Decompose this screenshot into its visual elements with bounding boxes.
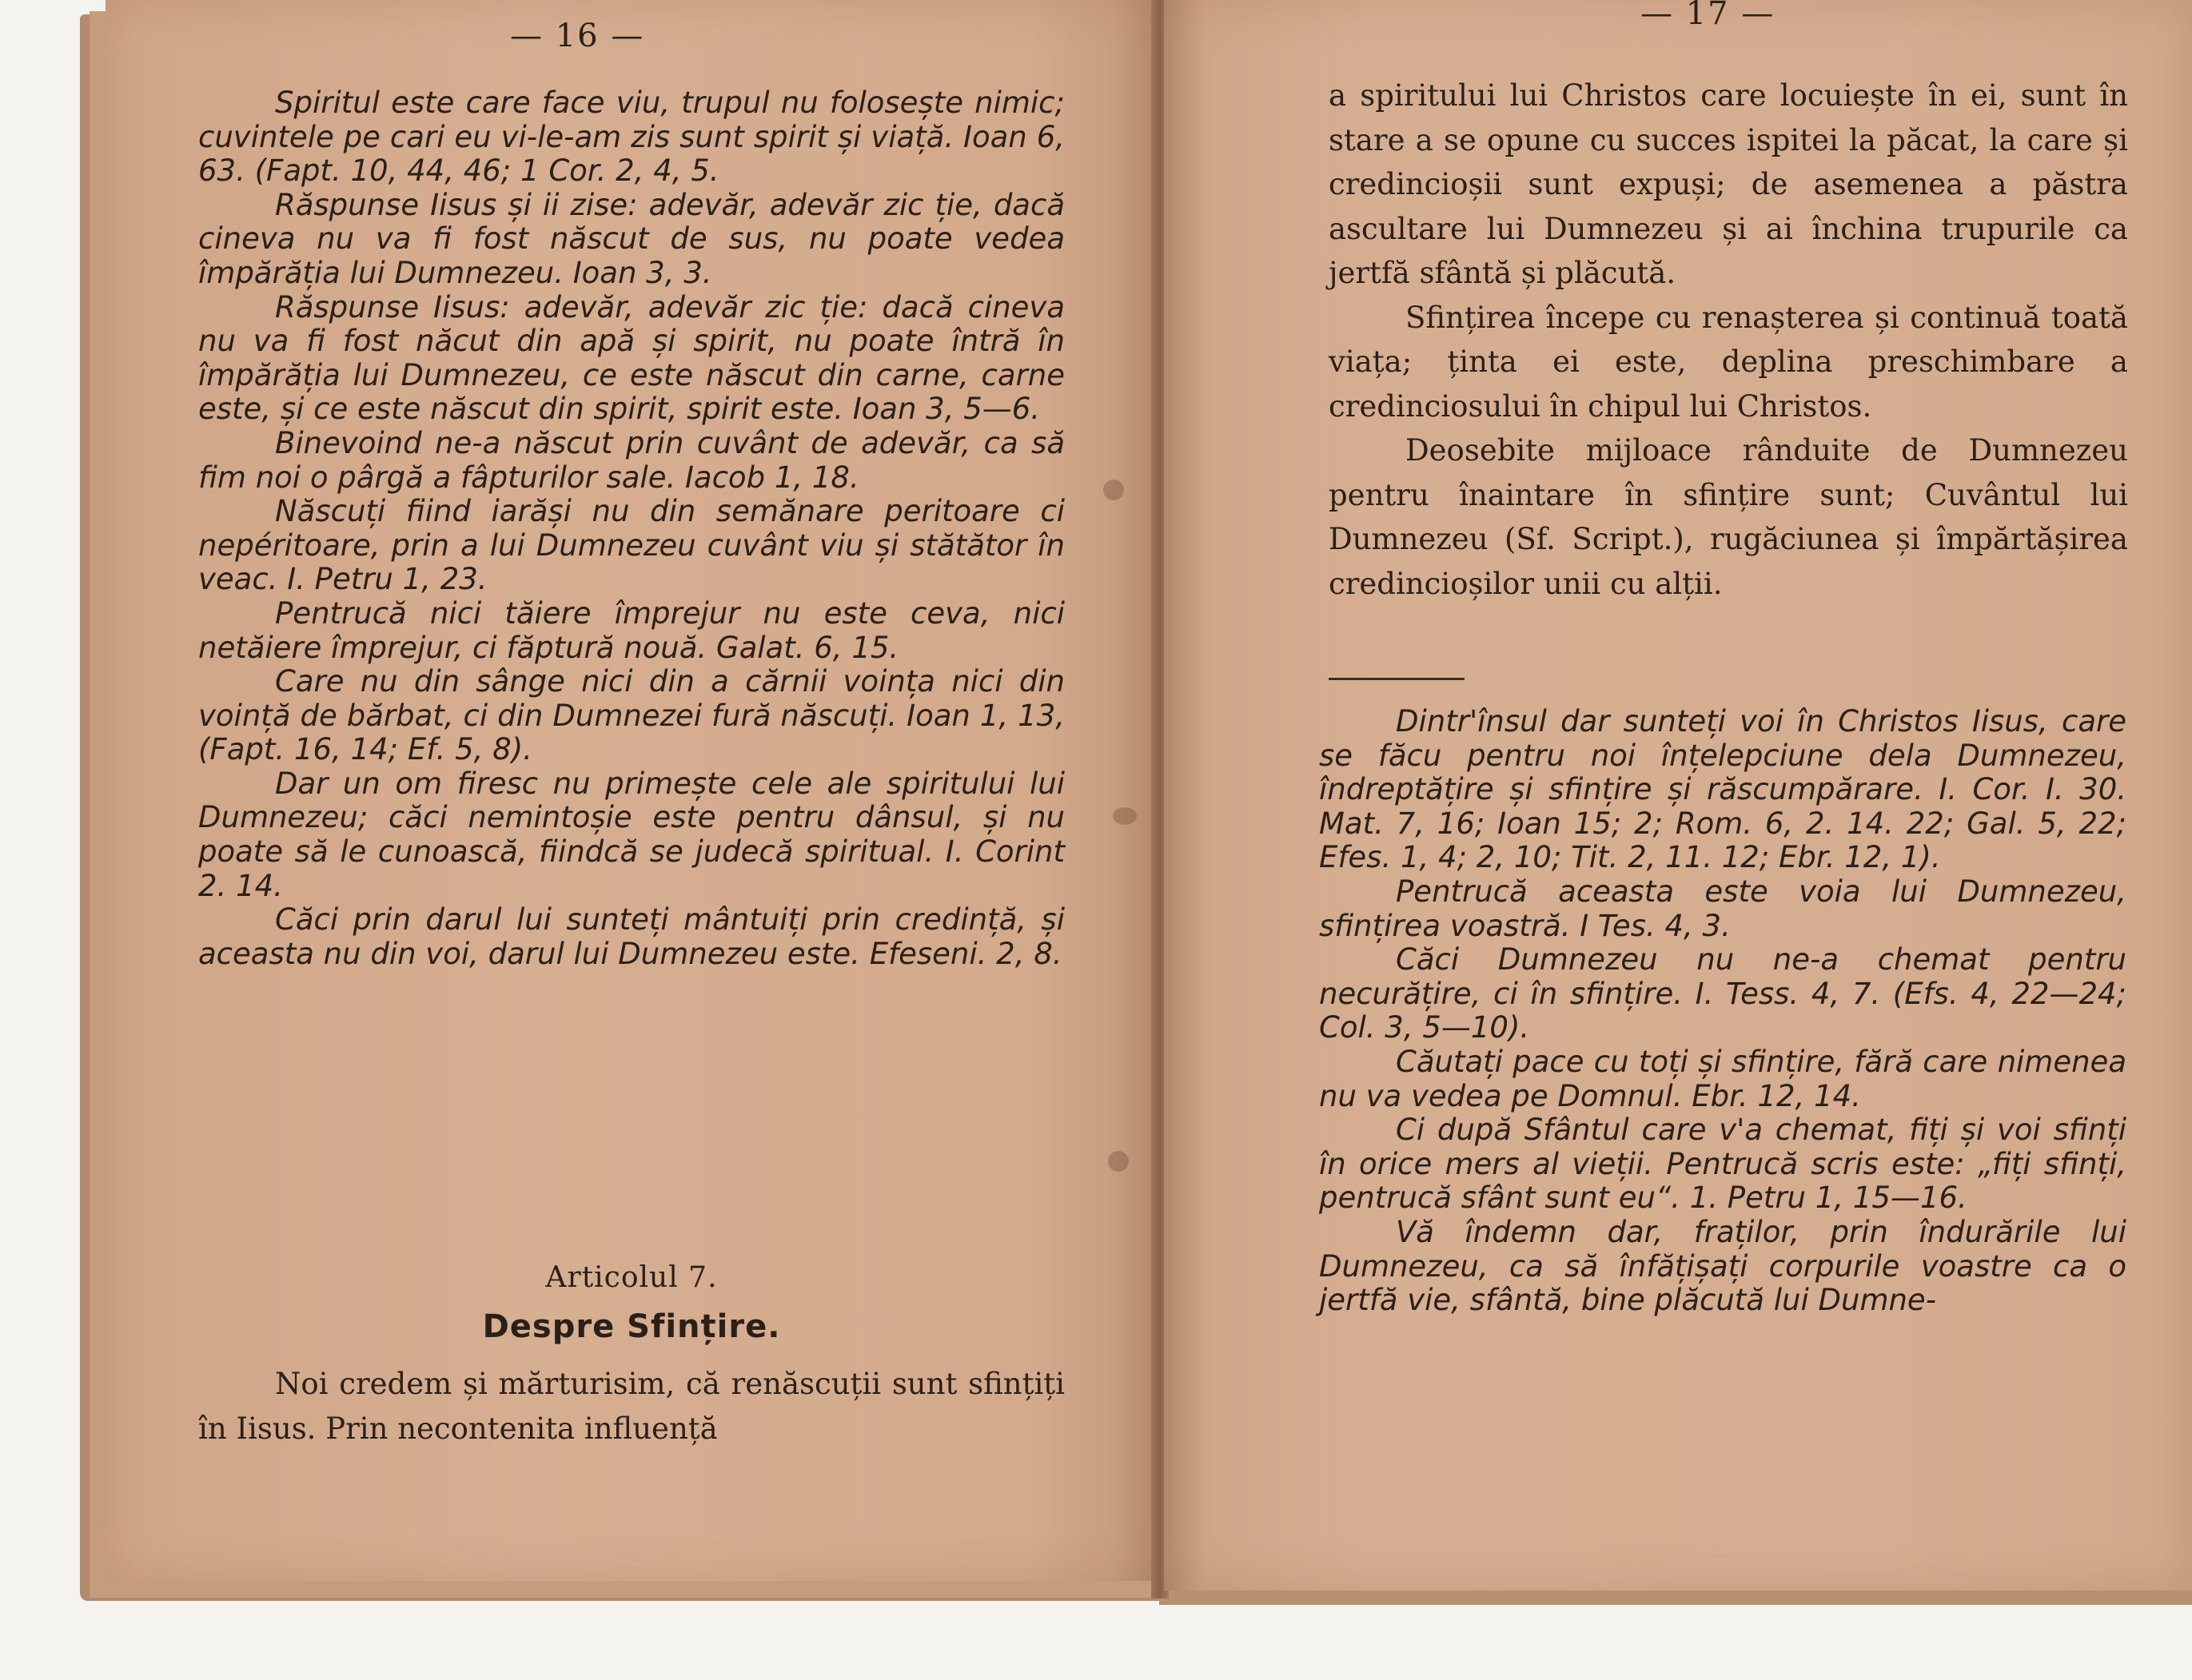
right-quote-6: Vă îndemn dar, fraților, prin îndurările lui Dumnezeu, ca să înfățișați corpurile voastre ca o jertfă vie, sfântă, bine plăcută lui Dumne- <box>1319 1214 2126 1318</box>
staple-mark-top <box>1103 480 1124 500</box>
section-divider <box>1329 678 1465 680</box>
article-paragraph: Noi credem și mărturisim, că renăscuții sunt sfințiți în Iisus. Prin necontenita influență <box>198 1367 1065 1446</box>
right-quote-4: Căutați pace cu toți și sfințire, fără care nimenea nu va vedea pe Domnul. Ebr. 12, 14. <box>1319 1044 2126 1113</box>
left-quote-block <box>198 86 1065 971</box>
left-quote-4: Binevoind ne-a născut prin cuvânt de adevăr, ca să fim noi o pârgă a fâpturilor sale. Iacob 1, 18. <box>198 425 1065 495</box>
article-body <box>198 1362 1065 1451</box>
right-paragraph-3: Deosebite mijloace rânduite de Dumnezeu pentru înaintare în sfințire sunt; Cuvântul lui Dumnezeu (Sf. Script.), rugăciunea și împărtășirea credincioșilor unii cu alții. <box>1329 433 2128 601</box>
right-quote-5: Ci după Sfântul care v'a chemat, fiți și voi sfinți în orice mers al vieții. Pentrucă scris este: „fiți sfinți, pentrucă sfânt sunt eu“. 1. Petru 1, 15—16. <box>1319 1113 2126 1216</box>
right-page-stack-edge <box>1159 1590 2192 1605</box>
right-quote-2: Pentrucă aceasta este voia lui Dumnezeu, sfințirea voastră. I Tes. 4, 3. <box>1319 874 2126 943</box>
staple-mark-middle <box>1113 807 1137 825</box>
article-label: Articolul 7. <box>545 1261 718 1294</box>
left-page-number: — 16 — <box>510 18 645 54</box>
left-quote-7: Care nu din sânge nici din a cărnii voința nici din voință de bărbat, ci din Dumnezei fură născuți. Ioan 1, 13, (Fapt. 16, 14; Ef. 5, 8). <box>198 664 1065 767</box>
article-heading <box>198 1261 1065 1345</box>
right-body-text <box>1329 74 2128 606</box>
right-paragraph-1: a spiritului lui Christos care locuiește în ei, sunt în stare a se opune cu succes ispitei la păcat, la care și credincioșii sunt expuși; de asemenea a păstra ascultare lui Dumnezeu și ai închina trupurile ca jertfă sfântă și plăcută. <box>1329 78 2128 290</box>
right-quote-1: Dintr'însul dar sunteți voi în Christos Iisus, care se făcu pentru noi înțelepciune dela Dumnezeu, îndreptățire și sfințire și răscumpărare. I. Cor. I. 30. Mat. 7, 16; Ioan 15; 2; Rom. 6, 2. 14. 22; Gal. 5, 22; Efes. 1, 4; 2, 10; Tit. 2, 11. 12; Ebr. 12, 1). <box>1319 704 2126 875</box>
right-quote-block <box>1319 705 2126 1318</box>
left-quote-9: Căci prin darul lui sunteți mântuiți prin credință, și aceasta nu din voi, darul lui Dumnezeu este. Efeseni. 2, 8. <box>198 902 1065 971</box>
right-page-number: — 17 — <box>1640 0 1776 32</box>
left-page <box>106 0 1154 1581</box>
left-quote-8: Dar un om firesc nu primește cele ale spiritului lui Dumnezeu; căci nemintoșie este pentru dânsul, și nu poate să le cunoască, fiindcă se judecă spiritual. I. Corint 2. 14. <box>198 766 1065 903</box>
right-page <box>1164 0 2192 1590</box>
left-quote-3: Răspunse Iisus: adevăr, adevăr zic ție: dacă cineva nu va fi fost năcut din apă și spirit, nu poate întră în împărăția lui Dumnezeu, ce este născut din carne, carne este, și ce este născut din spirit, spirit este. Ioan 3, 5—6. <box>198 289 1065 427</box>
left-quote-5: Născuți fiind iarăși nu din semănare peritoare ci nepéritoare, prin a lui Dumnezeu cuvânt viu și stătător în veac. I. Petru 1, 23. <box>198 494 1065 597</box>
right-quote-3: Căci Dumnezeu nu ne-a chemat pentru necurățire, ci în sfințire. I. Tess. 4, 7. (Efs. 4, 22—24; Col. 3, 5—10). <box>1319 942 2126 1045</box>
left-quote-2: Răspunse Iisus și ii zise: adevăr, adevăr zic ție, dacă cineva nu va fi fost născut de sus, nu poate vedea împărăția lui Dumnezeu. Ioan 3, 3. <box>198 187 1065 290</box>
left-quote-1: Spiritul este care face viu, trupul nu folosește nimic; cuvintele pe cari eu vi-le-am zis sunt spirit și viață. Ioan 6, 63. (Fapt. 10, 44, 46; 1 Cor. 2, 4, 5. <box>198 86 1065 189</box>
article-title: Despre Sfințire. <box>482 1308 781 1345</box>
left-quote-6: Pentrucă nici tăiere împrejur nu este ceva, nici netăiere împrejur, ci făptură nouă. Galat. 6, 15. <box>198 595 1065 665</box>
staple-mark-bottom <box>1108 1151 1129 1172</box>
right-paragraph-2: Sfințirea începe cu renașterea și continuă toată viața; ținta ei este, deplina preschimbare a credinciosului în chipul lui Christos. <box>1329 300 2128 424</box>
